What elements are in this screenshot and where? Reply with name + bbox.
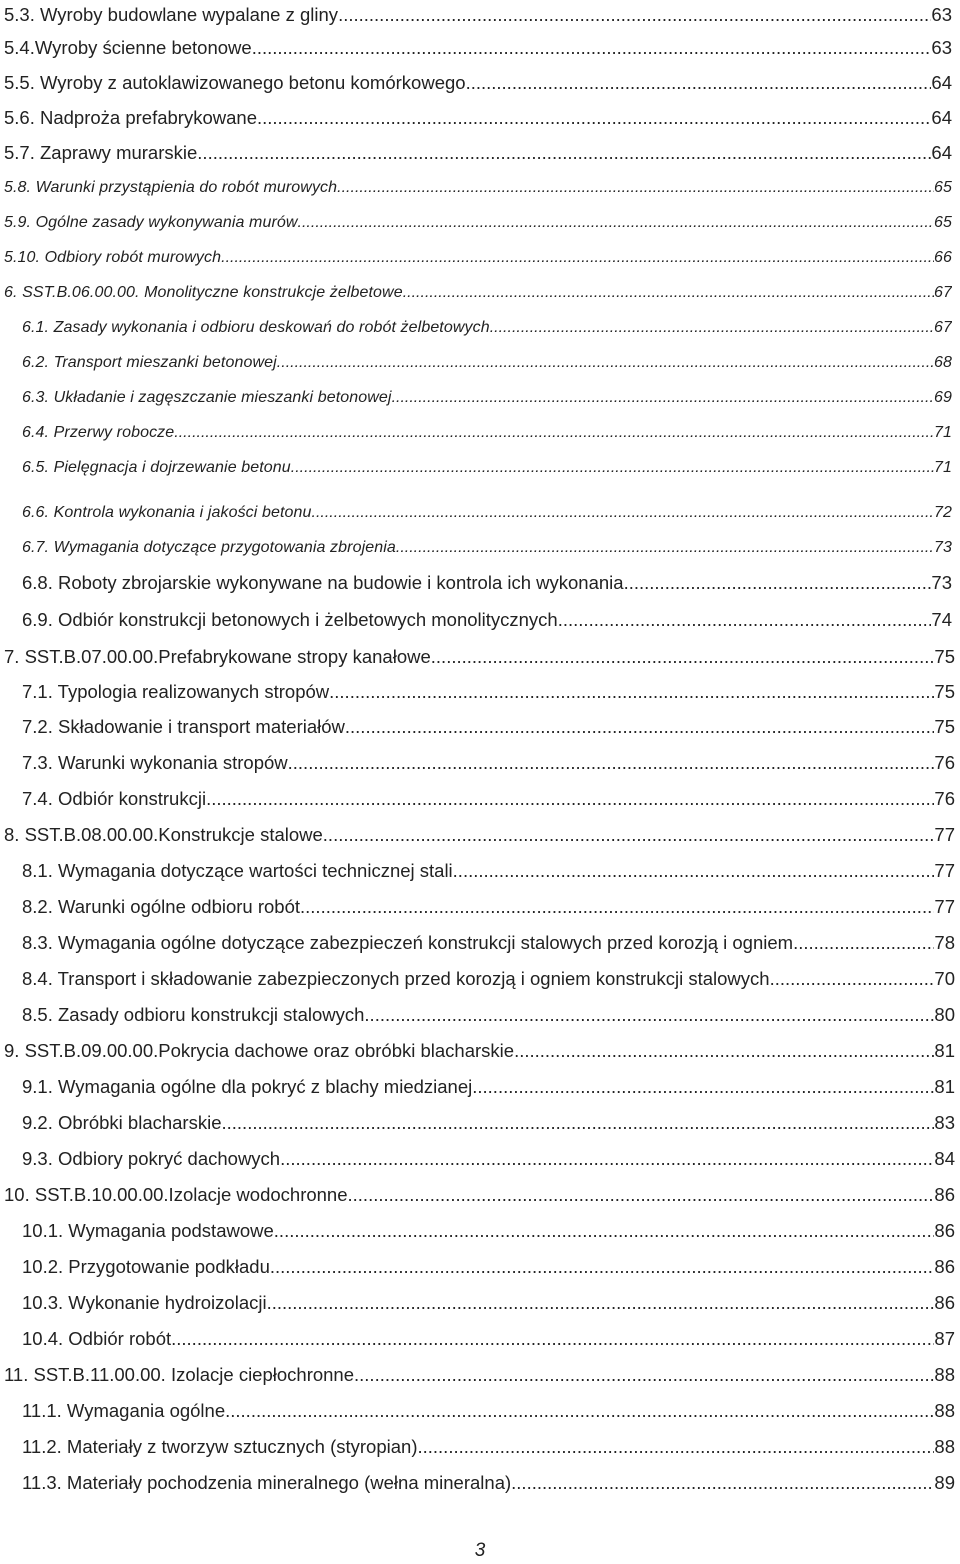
toc-leader-dots (197, 142, 931, 164)
toc-entry-page: 72 (934, 504, 952, 521)
toc-leader-dots (453, 860, 935, 882)
toc-entry-page: 67 (934, 319, 952, 336)
toc-entry-title: 6.6. Kontrola wykonania i jakości betonu (22, 504, 312, 521)
toc-entry[interactable] (4, 33, 952, 63)
toc-entry[interactable] (4, 642, 955, 672)
toc-entry-page: 88 (934, 1364, 955, 1385)
toc-leader-dots (793, 932, 934, 954)
toc-entry-title: 11.3. Materiały pochodzenia mineralnego (wełna mineralna) (22, 1472, 512, 1493)
toc-entry[interactable] (4, 68, 952, 98)
toc-entry[interactable] (22, 1252, 955, 1282)
toc-entry-title: 9. SST.B.09.00.00.Pokrycia dachowe oraz obróbki blacharskie (4, 1040, 515, 1061)
toc-entry-title: 9.2. Obróbki blacharskie (22, 1112, 222, 1133)
toc-entry-page: 84 (934, 1148, 955, 1169)
toc-leader-dots (222, 1112, 935, 1134)
toc-leader-dots (225, 1400, 934, 1422)
toc-entry-page: 86 (934, 1220, 955, 1241)
toc-entry[interactable] (22, 784, 955, 814)
toc-entry[interactable] (4, 208, 952, 238)
toc-entry-title: 6.9. Odbiór konstrukcji betonowych i żelbetowych monolitycznych (22, 609, 558, 630)
toc-entry-title: 11. SST.B.11.00.00. Izolacje ciepłochronne (4, 1364, 355, 1385)
toc-entry-title: 6.4. Przerwy robocze (22, 424, 175, 441)
page-number: 3 (474, 1540, 486, 1561)
toc-leader-dots (270, 1256, 935, 1278)
toc-entry-page: 77 (934, 860, 955, 881)
toc-leader-dots (329, 681, 934, 703)
toc-entry[interactable] (22, 1108, 955, 1138)
toc-entry-title: 11.1. Wymagania ogólne (22, 1400, 226, 1421)
toc-entry-title: 5.5. Wyroby z autoklawizowanego betonu komórkowego (4, 72, 466, 93)
toc-entry[interactable] (22, 964, 955, 994)
toc-entry[interactable] (22, 533, 952, 563)
toc-entry-page: 63 (931, 4, 952, 25)
toc-leader-dots (354, 1364, 934, 1386)
toc-entry-page: 70 (934, 968, 955, 989)
toc-entry[interactable] (4, 820, 955, 850)
toc-entry-page: 88 (934, 1400, 955, 1421)
toc-entry-page: 65 (934, 214, 952, 231)
toc-leader-dots (466, 72, 932, 94)
toc-entry-title: 10.3. Wykonanie hydroizolacji (22, 1292, 267, 1313)
toc-entry[interactable] (22, 712, 955, 742)
toc-entry-page: 73 (934, 539, 952, 556)
toc-entry-page: 80 (934, 1004, 955, 1025)
toc-entry[interactable] (22, 677, 955, 707)
toc-entry[interactable] (4, 103, 952, 133)
toc-entry-title: 5.9. Ogólne zasady wykonywania murów (4, 214, 298, 231)
toc-entry-page: 64 (931, 72, 952, 93)
toc-leader-dots (396, 539, 934, 557)
toc-entry-title: 5.10. Odbiory robót murowych (4, 249, 222, 266)
toc-entry-title: 7.2. Składowanie i transport materiałów (22, 716, 345, 737)
toc-leader-dots (472, 1076, 934, 1098)
toc-leader-dots (312, 504, 934, 522)
toc-entry[interactable] (22, 313, 952, 343)
toc-leader-dots (338, 4, 931, 26)
toc-leader-dots (288, 752, 935, 774)
toc-entry-page: 76 (934, 788, 955, 809)
toc-entry-page: 69 (934, 389, 952, 406)
toc-entry-title: 9.3. Odbiory pokryć dachowych (22, 1148, 281, 1169)
toc-entry-title: 6.8. Roboty zbrojarskie wykonywane na budowie i kontrola ich wykonania (22, 572, 624, 593)
toc-leader-dots (274, 1220, 935, 1242)
toc-entry[interactable] (22, 383, 952, 413)
toc-entry-page: 75 (934, 681, 955, 702)
toc-leader-dots (221, 249, 934, 267)
toc-entry[interactable] (22, 1072, 955, 1102)
toc-entry-title: 6.5. Pielęgnacja i dojrzewanie betonu (22, 459, 291, 476)
toc-entry-page: 64 (931, 142, 952, 163)
toc-entry-title: 9.1. Wymagania ogólne dla pokryć z blachy miedzianej (22, 1076, 473, 1097)
toc-entry-title: 8.4. Transport i składowanie zabezpieczonych przed korozją i ogniem konstrukcji stalowych (22, 968, 770, 989)
toc-entry-page: 66 (934, 249, 952, 266)
toc-entry[interactable] (22, 348, 952, 378)
toc-leader-dots (337, 179, 934, 197)
toc-leader-dots (298, 214, 934, 232)
toc-entry[interactable] (22, 1000, 955, 1030)
toc-entry[interactable] (4, 173, 952, 203)
toc-entry[interactable] (22, 1468, 955, 1498)
toc-entry-title: 5.6. Nadproża prefabrykowane (4, 107, 257, 128)
toc-entry[interactable] (4, 1180, 955, 1210)
toc-entry[interactable] (4, 1036, 955, 1066)
toc-entry-title: 5.8. Warunki przystąpienia do robót murowych (4, 179, 338, 196)
toc-entry-page: 88 (934, 1436, 955, 1457)
toc-entry-page: 65 (934, 179, 952, 196)
toc-entry-page: 75 (934, 716, 955, 737)
toc-entry-title: 10.1. Wymagania podstawowe (22, 1220, 274, 1241)
toc-entry-page: 67 (934, 284, 952, 301)
toc-entry[interactable] (22, 1396, 955, 1426)
toc-entry-page: 83 (934, 1112, 955, 1133)
toc-entry[interactable] (4, 138, 952, 168)
toc-entry-page: 68 (934, 354, 952, 371)
toc-entry[interactable] (4, 1360, 955, 1390)
toc-leader-dots (252, 37, 932, 59)
toc-leader-dots (417, 1436, 934, 1458)
toc-entry[interactable] (22, 1288, 955, 1318)
toc-leader-dots (392, 389, 934, 407)
toc-entry-page: 76 (934, 752, 955, 773)
toc-entry-title: 5.7. Zaprawy murarskie (4, 142, 198, 163)
toc-entry-title: 8.2. Warunki ogólne odbioru robót (22, 896, 301, 917)
toc-leader-dots (206, 788, 934, 810)
toc-leader-dots (323, 824, 935, 846)
toc-entry-page: 74 (931, 609, 952, 630)
toc-entry[interactable] (22, 568, 952, 598)
toc-entry-page: 86 (934, 1256, 955, 1277)
toc-entry[interactable] (22, 418, 952, 448)
toc-entry[interactable] (22, 928, 955, 958)
toc-entry-title: 6.1. Zasady wykonania i odbioru deskowań do robót żelbetowych (22, 319, 490, 336)
toc-entry-title: 11.2. Materiały z tworzyw sztucznych (styropian) (22, 1436, 418, 1457)
toc-entry-title: 10. SST.B.10.00.00.Izolacje wodochronne (4, 1184, 348, 1205)
toc-leader-dots (624, 572, 932, 594)
toc-leader-dots (403, 284, 934, 302)
toc-entry[interactable] (22, 1216, 955, 1246)
toc-entry-title: 6.3. Układanie i zagęszczanie mieszanki betonowej (22, 389, 392, 406)
toc-leader-dots (770, 968, 935, 990)
toc-entry-title: 7.4. Odbiór konstrukcji (22, 788, 207, 809)
toc-leader-dots (171, 1328, 934, 1350)
toc-entry-title: 6. SST.B.06.00.00. Monolityczne konstrukcje żelbetowe (4, 284, 403, 301)
toc-entry-page: 87 (934, 1328, 955, 1349)
toc-leader-dots (280, 1148, 934, 1170)
toc-entry-page: 81 (934, 1076, 955, 1097)
toc-entry[interactable] (4, 0, 952, 30)
toc-leader-dots (364, 1004, 934, 1026)
toc-entry-page: 78 (934, 932, 955, 953)
toc-entry-title: 7.1. Typologia realizowanych stropów (22, 681, 330, 702)
toc-leader-dots (514, 1040, 934, 1062)
toc-leader-dots (257, 107, 931, 129)
toc-entry-title: 8.3. Wymagania ogólne dotyczące zabezpieczeń konstrukcji stalowych przed korozją i ogniem (22, 932, 794, 953)
toc-leader-dots (511, 1472, 934, 1494)
toc-leader-dots (490, 319, 934, 337)
toc-entry-title: 5.3. Wyroby budowlane wypalane z gliny (4, 4, 339, 25)
toc-entry[interactable] (22, 1144, 955, 1174)
toc-leader-dots (291, 459, 934, 477)
toc-entry-title: 6.7. Wymagania dotyczące przygotowania zbrojenia (22, 539, 396, 556)
toc-entry-title: 10.2. Przygotowanie podkładu (22, 1256, 270, 1277)
toc-entry-page: 77 (934, 824, 955, 845)
toc-entry[interactable] (22, 1324, 955, 1354)
toc-entry-title: 5.4.Wyroby ścienne betonowe (4, 37, 252, 58)
toc-entry-page: 75 (934, 646, 955, 667)
toc-entry[interactable] (22, 1432, 955, 1462)
toc-entry[interactable] (22, 892, 955, 922)
toc-entry[interactable] (22, 453, 952, 483)
toc-leader-dots (431, 646, 935, 668)
toc-leader-dots (300, 896, 934, 918)
toc-entry[interactable] (22, 748, 955, 778)
toc-entry-title: 8. SST.B.08.00.00.Konstrukcje stalowe (4, 824, 323, 845)
toc-entry-page: 77 (934, 896, 955, 917)
toc-leader-dots (174, 424, 934, 442)
toc-entry[interactable] (4, 243, 952, 273)
toc-entry-page: 63 (931, 37, 952, 58)
toc-entry[interactable] (22, 605, 952, 635)
toc-entry-page: 86 (934, 1292, 955, 1313)
toc-leader-dots (345, 716, 935, 738)
toc-entry[interactable] (22, 856, 955, 886)
toc-entry[interactable] (22, 498, 952, 528)
toc-entry-title: 8.1. Wymagania dotyczące wartości technicznej stali (22, 860, 453, 881)
toc-entry-title: 8.5. Zasady odbioru konstrukcji stalowych (22, 1004, 365, 1025)
toc-entry-title: 10.4. Odbiór robót (22, 1328, 172, 1349)
toc-entry[interactable] (4, 278, 952, 308)
toc-entry-page: 89 (934, 1472, 955, 1493)
toc-entry-page: 73 (931, 572, 952, 593)
toc-entry-title: 6.2. Transport mieszanki betonowej (22, 354, 277, 371)
toc-leader-dots (267, 1292, 935, 1314)
toc-entry-page: 71 (934, 424, 952, 441)
toc-entry-page: 64 (931, 107, 952, 128)
toc-entry-title: 7. SST.B.07.00.00.Prefabrykowane stropy kanałowe (4, 646, 431, 667)
toc-leader-dots (558, 609, 932, 631)
toc-entry-title: 7.3. Warunki wykonania stropów (22, 752, 288, 773)
toc-entry-page: 71 (934, 459, 952, 476)
toc-entry-page: 81 (934, 1040, 955, 1061)
toc-leader-dots (277, 354, 934, 372)
toc-leader-dots (348, 1184, 935, 1206)
toc-entry-page: 86 (934, 1184, 955, 1205)
